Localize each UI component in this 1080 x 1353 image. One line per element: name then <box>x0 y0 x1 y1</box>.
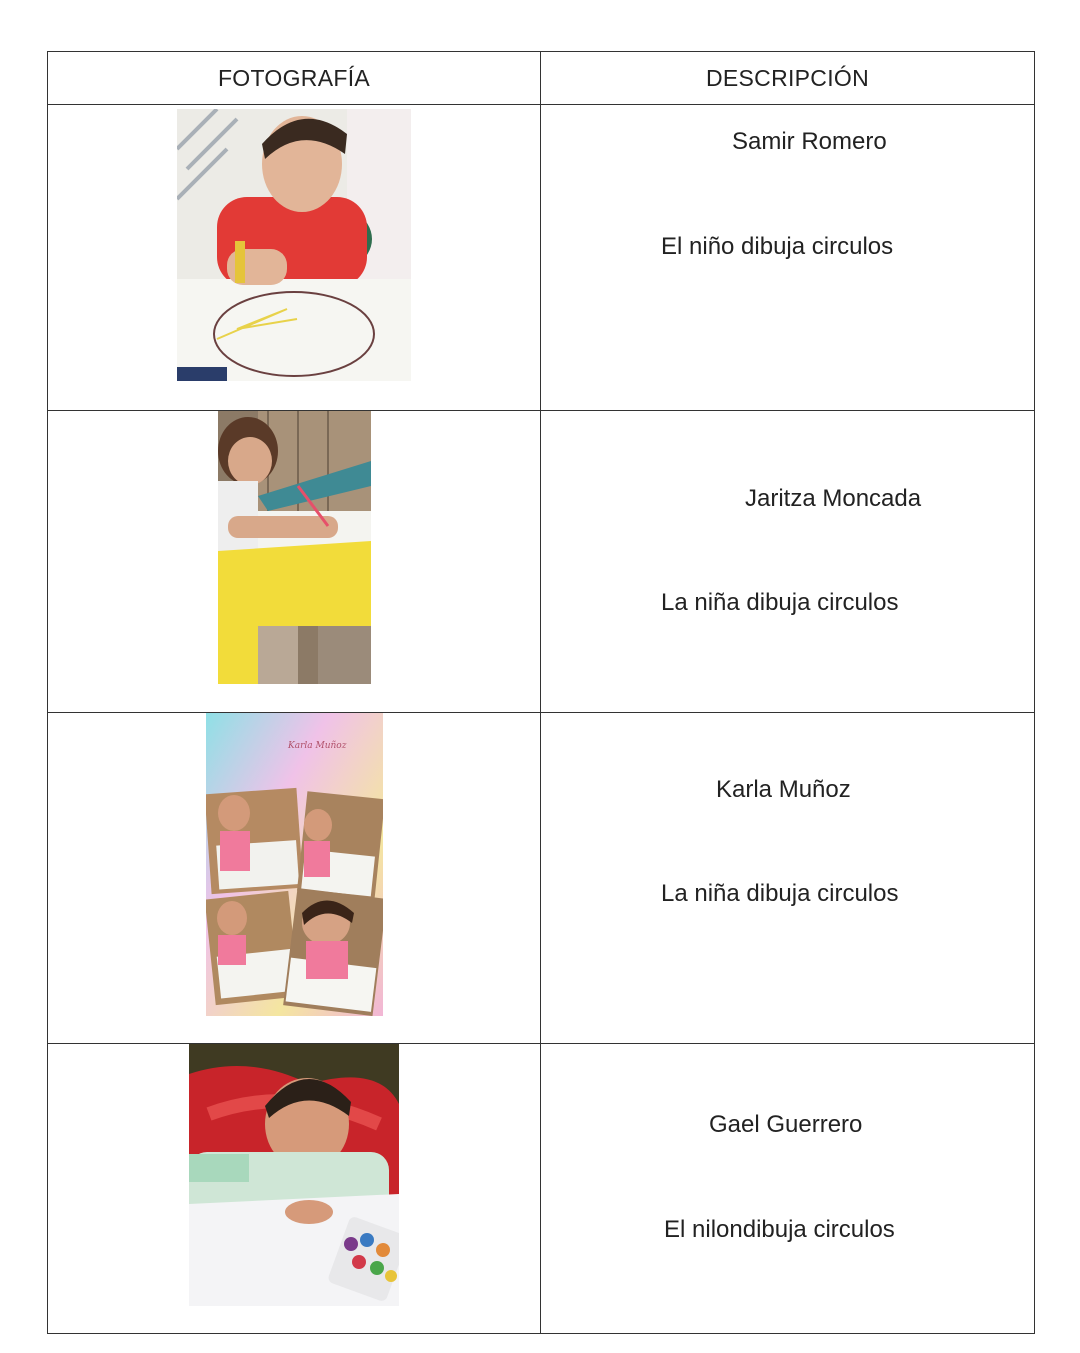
table-row <box>48 411 1035 713</box>
table-row <box>48 713 1035 1044</box>
student-name: Samir Romero <box>732 128 887 155</box>
description-cell <box>541 411 1035 713</box>
table-row <box>48 105 1035 411</box>
photo-cell <box>48 105 541 411</box>
photo-cell <box>48 1044 541 1334</box>
child-drawing-circle-photo <box>177 109 411 381</box>
photo-cell <box>48 411 541 713</box>
description-cell <box>541 713 1035 1044</box>
description-cell <box>541 105 1035 411</box>
student-name: Gael Guerrero <box>709 1111 863 1138</box>
activity-caption: La niña dibuja circulos <box>661 589 899 616</box>
collage-girl-drawing-photo <box>206 713 383 1016</box>
watermark-signature: Karla Muñoz <box>288 741 347 751</box>
description-cell <box>541 1044 1035 1334</box>
activity-table <box>47 51 1035 1334</box>
table-row <box>48 1044 1035 1334</box>
student-name: Jaritza Moncada <box>745 485 922 512</box>
activity-caption: El niño dibuja circulos <box>661 233 894 260</box>
activity-caption: El nilondibuja circulos <box>664 1216 895 1243</box>
boy-painting-watercolors-photo <box>189 1044 399 1306</box>
girl-drawing-yellow-table-photo <box>218 411 371 684</box>
photo-cell <box>48 713 541 1044</box>
header-fotografia: FOTOGRAFÍA <box>48 52 541 105</box>
student-name: Karla Muñoz <box>716 776 851 803</box>
table-header-row <box>48 52 1035 105</box>
activity-caption: La niña dibuja circulos <box>661 880 899 907</box>
header-descripcion: DESCRIPCIÓN <box>541 52 1035 105</box>
